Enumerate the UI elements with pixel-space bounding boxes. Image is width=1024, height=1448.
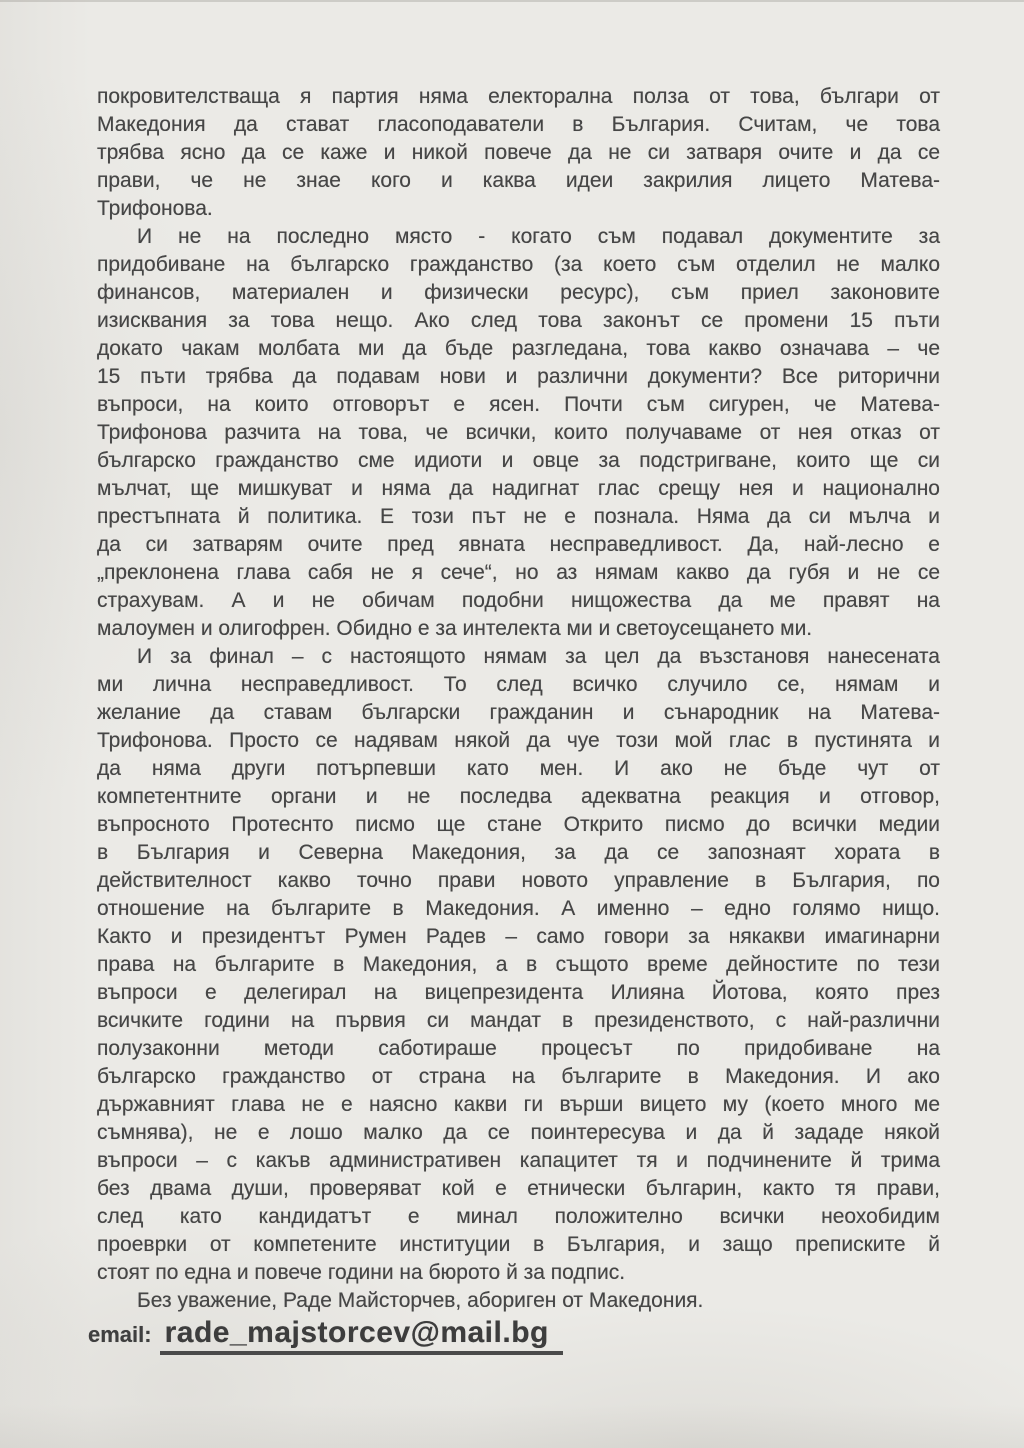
letter-line: да си затварям очите пред явната несправедливост. Да, най-лесно е [97,533,940,556]
letter-line: компетентните органи и не последва адекватна реакция и отговор, [97,785,940,808]
email-row [88,1316,563,1355]
letter-line: съмнява), не е лошо малко да се поинтересува и да й зададе някой [97,1121,940,1144]
letter-line: страхувам. А и не обичам подобни нищожества да ме правят на [97,589,940,612]
letter-line: след като кандидатът е минал положително всички неохобидим [97,1205,940,1228]
letter-line: стоят по една и повече години на бюрото й за подпис. [97,1261,626,1284]
letter-line: 15 пъти трябва да подавам нови и различни документи? Все риторични [97,365,940,388]
letter-line: мълчат, ще мишкуват и няма да надигнат глас срещу нея и национално [97,477,940,500]
letter-line: Както и президентът Румен Радев – само говори за някакви имагинарни [97,925,940,948]
letter-line: българско гражданство от страна на българите в Македония. И ако [97,1065,940,1088]
letter-line: придобиване на българско гражданство (за което съм отделил не малко [97,253,940,276]
letter-line: малоумен и олигофрен. Обидно е за интелекта ми и светоусещането ми. [97,617,813,640]
letter-line: държавният глава не е наясно какви ги върши вицето му (което много ме [97,1093,940,1116]
email-label: email: [88,1322,152,1347]
letter-line: изисквания за това нещо. Ако след това законът се промени 15 пъти [97,309,940,332]
letter-line: И за финал – с настоящото нямам за цел да възстановя нанесената [137,645,940,668]
letter-line: отношение на българите в Македония. А именно – едно голямо нищо. [97,897,940,920]
letter-line: действителност какво точно прави новото управление в България, по [97,869,940,892]
letter-line: „преклонена глава сабя не я сече“, но аз нямам какво да губя и не се [97,561,940,584]
letter-line: Трифонова разчита на това, че всички, които получаваме от нея отказ от [97,421,940,444]
letter-line: Трифонова. [97,197,213,220]
email-address: rade_majstorcev@mail.bg [160,1316,563,1355]
letter-line: права на българите в Македония, а в същото време дейностите по тези [97,953,940,976]
letter-line: докато чакам молбата ми да бъде разгледана, това какво означава – че [97,337,940,360]
letter-line: Македония да стават гласоподаватели в България. Считам, че това [97,113,940,136]
letter-line: финансов, материален и физически ресурс), съм приел законовите [97,281,940,304]
letter-line: престъпната й политика. Е този път не е познала. Няма да си мълча и [97,505,940,528]
letter-line: българско гражданство сме идиоти и овце за подстригване, които ще си [97,449,940,472]
letter-line: да няма други потърпевши като мен. И ако не бъде чут от [97,757,940,780]
letter-line: покровителстваща я партия няма електорална полза от това, българи от [97,85,940,108]
letter-line: ми лична несправедливост. То след всичко случило се, нямам и [97,673,940,696]
letter-line: желание да ставам български гражданин и сънародник на Матева- [97,701,940,724]
letter-line: прави, че не знае кого и каква идеи закрилия лицето Матева- [97,169,940,192]
letter-line: полузаконни методи саботираше процесът по придобиване на [97,1037,940,1060]
letter-line: трябва ясно да се каже и никой повече да не си затваря очите и да се [97,141,940,164]
letter-line: Без уважение, Раде Майсторчев, абориген от Македония. [137,1289,704,1312]
letter-line: Трифонова. Просто се надявам някой да чуе този мой глас в пустинята и [97,729,940,752]
letter-line: въпроси, на които отговорът е ясен. Почти съм сигурен, че Матева- [97,393,940,416]
letter-line: в България и Северна Македония, за да се запознаят хората в [97,841,940,864]
letter-line: въпроси – с какъв административен капацитет тя и подчинените й трима [97,1149,940,1172]
letter-line: без двама души, проверяват кой е етнически българин, както тя прави, [97,1177,940,1200]
letter-line: проеврки от компетените институции в България, и защо преписките й [97,1233,940,1256]
letter-line: И не на последно място - когато съм подавал документите за [137,225,940,248]
letter-body [97,83,940,1315]
letter-line: въпроси е делегирал на вицепрезидента Илияна Йотова, която през [97,981,940,1004]
letter-line: въпросното Протеснто писмо ще стане Открито писмо до всички медии [97,813,940,836]
scan-top-edge [0,0,1024,2]
letter-line: всичките години на първия си мандат в президенството, с най-различни [97,1009,940,1032]
